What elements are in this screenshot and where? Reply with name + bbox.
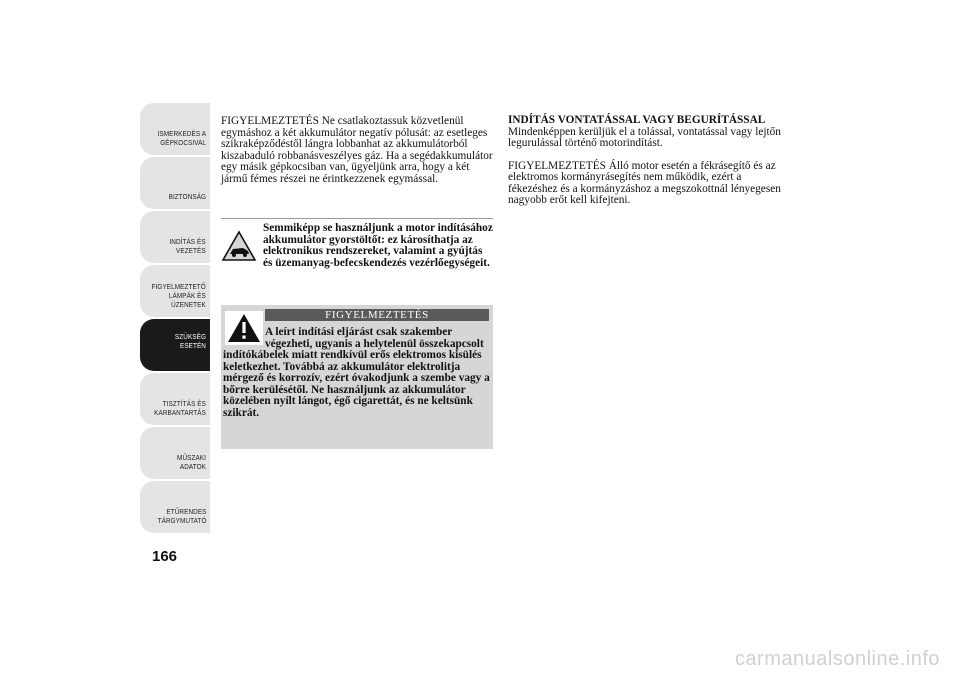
tab-label: BIZTONSÁG [168, 192, 206, 201]
caution-box [221, 218, 493, 269]
warning-box [221, 305, 493, 449]
tab-biztonsag[interactable] [140, 157, 210, 209]
warning-text-content: A leírt indítási eljárást csak szakember végezheti, ugyanis a helytelenül összekapcsolt indítókábelek miatt rendkívül erős elektromos kisülés keletkezhet. Továbbá az akkumulátor elektrolitja mérgező és korrozív, ezért óvakodjunk a szembe vagy a bőrre kerülésétől. Ne használjunk az akkumulátor közelében nyílt lángot, égő cigarettát, és ne keltsünk szikrát. [223, 326, 490, 419]
page-number: 166 [152, 548, 178, 565]
tab-label: INDÍTÁS ÉS VEZETÉS [169, 237, 206, 255]
section-heading: INDÍTÁS VONTATÁSSAL VAGY BEGURÍTÁSSAL [508, 114, 766, 126]
tab-inditas[interactable] [140, 211, 210, 263]
chapter-tabs [140, 103, 210, 535]
tab-label: SZÜKSÉG ESETÉN [174, 332, 206, 350]
warning-label: FIGYELMEZTETÉS [265, 309, 489, 321]
tab-label: TISZTÍTÁS ÉS KARBANTARTÁS [154, 399, 206, 417]
tab-targymutato[interactable] [140, 481, 210, 533]
warning-paragraph: FIGYELMEZTETÉS Ne csatlakoztassuk közvetlenül egymáshoz a két akkumulátor negatív pólusát: az esetleges szikraképződéstől lángra lobbanhat az akkumulátorból kiszabaduló robbanásveszélyes gáz. Ha a segédakkumulátor egy másik gépkocsiban van, ügyeljünk arra, hogy a két jármű fémes részei ne érintkezzenek egymással. [221, 115, 493, 185]
watermark: carmanualsonline.info [734, 648, 940, 670]
car-caution-icon [221, 229, 257, 263]
paragraph-2: FIGYELMEZTETÉS Álló motor esetén a fékrásegítő és az elektromos kormányrásegítés nem működik, ezért a fékezéshez és a kormányzáshoz a megszokottnál lényegesen nagyobb erőt kell kifejteni. [508, 159, 781, 206]
right-column [508, 115, 783, 207]
tab-szukseg-eseten[interactable] [140, 319, 210, 371]
warning-text [223, 327, 491, 419]
tab-tisztitas[interactable] [140, 373, 210, 425]
left-column [221, 116, 493, 185]
caution-text: Semmiképp se használjunk a motor indításához akkumulátor gyorstöltőt: ez károsíthatja az elektronikus rendszereket, valamint a gyújtás és üzemanyag-befecskendezés vezérlőegységeit. [263, 222, 493, 269]
tab-label: ETŰRENDES TÁRGYMUTATÓ [157, 507, 206, 525]
paragraph-1: Mindenképpen kerüljük el a tolással, vontatással vagy lejtőn legurulással történő motorindítást. [508, 125, 781, 149]
tab-muszaki-adatok[interactable] [140, 427, 210, 479]
tab-label: MŰSZAKI ADATOK [177, 453, 206, 471]
tab-label: ISMERKEDÉS A GÉPKOCSIVAL [157, 129, 206, 147]
tab-figyelmezteto[interactable] [140, 265, 210, 317]
tab-ismerkedes[interactable] [140, 103, 210, 155]
tab-label: FIGYELMEZTETŐ LÁMPÁK ÉS ÜZENETEK [151, 282, 206, 309]
